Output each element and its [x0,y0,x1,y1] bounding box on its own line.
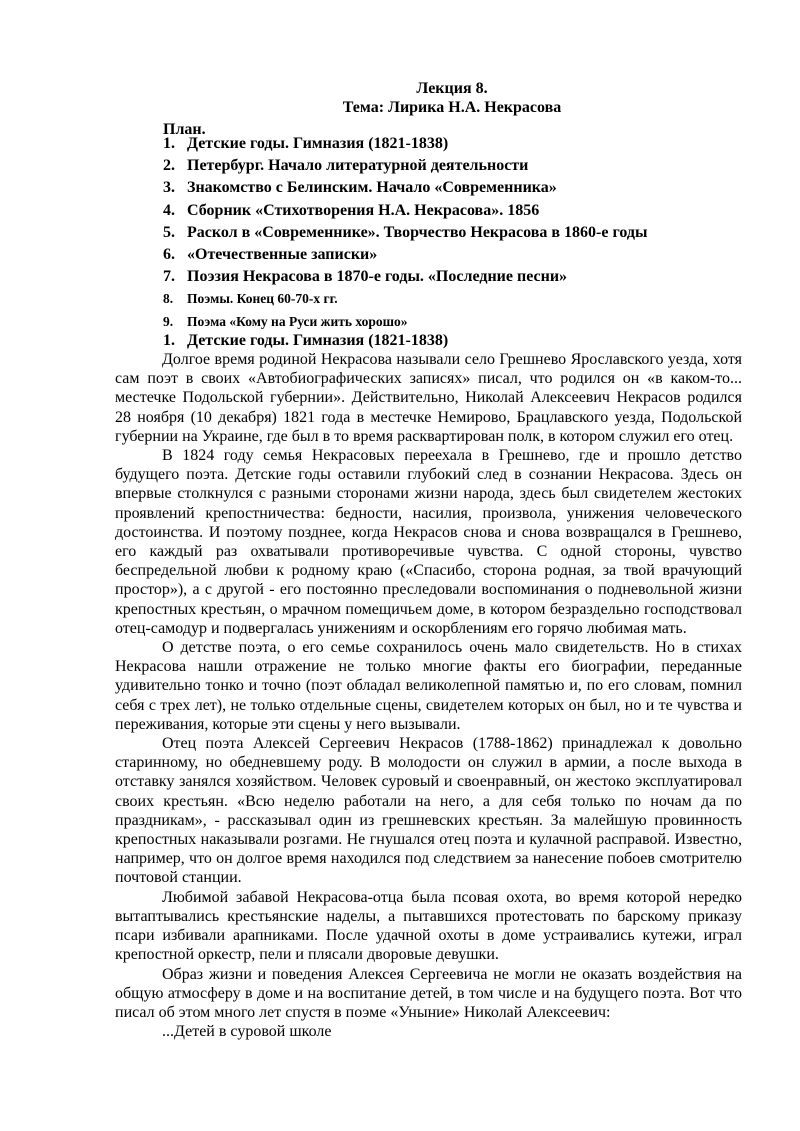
lecture-topic: Тема: Лирика Н.А. Некрасова [342,99,562,116]
paragraph: Образ жизни и поведения Алексея Сергеевича не могли не оказать воздействия на общую атмосферу в доме и на воспитание детей, в том числе и на будущего поэта. Вот что писал об этом много лет спустя в поэме «Уныние» Николай Алексеевич: [115,965,742,1021]
plan-item: 5. Раскол в «Современнике». Творчество Некрасова в 1860-е годы [163,223,648,241]
paragraph: Любимой забавой Некрасова-отца была псовая охота, во время которой нередко вытаптывались крестьянские наделы, а пытавшихся протестовать по барскому приказу псари избивали арапниками. После удачной охоты в доме устраивались кутежи, играл крепостной оркестр, пели и плясали дворовые девушки. [115,888,742,964]
plan-item: 7. Поэзия Некрасова в 1870-е годы. «Последние песни» [163,268,568,286]
plan-heading: План. [163,121,206,138]
plan-item: 1. Детские годы. Гимназия (1821-1838) [163,135,449,152]
paragraph: Долгое время родиной Некрасова называли село Грешнево Ярославского уезда, хотя сам поэт в своих «Автобиографических записях» писал, что родился он «в каком-то... местечке Подольской губернии». Действительно, Николай Алексеевич Некрасов родился 28 ноября (10 декабря) 1821 года в местечке Немирово, Брацлавского уезда, Подольской губернии на Украине, где был в то время расквартирован полк, в котором служил его отец. [115,351,742,445]
paragraph: Отец поэта Алексей Сергеевич Некрасов (1788-1862) принадлежал к довольно старинному, но обедневшему роду. В молодости он служил в армии, а после выхода в отставку занялся хозяйством. Человек суровый и своенравный, он жестоко эксплуатировал своих крестьян. «Всю неделю работали на него, а для себя только по ночам да по праздникам», - рассказывал один из грешневских крестьян. За малейшую провинность крепостных наказывали розгами. Не гнушался отец поэта и кулачной расправой. Известно, например, что он долгое время находился под следствием за нанесение побоев смотрителю почтовой станции. [115,735,742,887]
plan-item: 2. Петербург. Начало литературной деятельности [163,157,529,175]
verse-line: ...Детей в суровой школе [162,1023,332,1041]
plan-list [163,133,647,333]
plan-item: 8. Поэмы. Конец 60-70-х гг. [163,291,338,307]
plan-item: 6. «Отечественные записки» [163,245,378,263]
plan-item: 4. Сборник «Стихотворения Н.А. Некрасова». 1856 [163,201,540,219]
plan-item: 3. Знакомство с Белинским. Начало «Современника» [163,179,557,197]
section-heading: 1. Детские годы. Гимназия (1821-1838) [163,332,449,349]
lecture-number: Лекция 8. [416,80,488,97]
paragraph: В 1824 году семья Некрасовых переехала в Грешнево, где и прошло детство будущего поэта. Детские годы оставили глубокий след в сознании Некрасова. Здесь он впервые столкнулся с разными сторонами жизни народа, здесь был свидетелем жестоких проявлений крепостничества: бедности, насилия, произвола, унижения человеческого достоинства. И поэтому позднее, когда Некрасов снова и снова возвращался в Грешнево, его каждый раз охватывали противоречивые чувства. С одной стороны, чувство беспредельной любви к родному краю («Спасибо, сторона родная, за твой врачующий простор»), а с другой - его постоянно преследовали воспоминания о подневольной жизни крепостных крестьян, о мрачном помещичьем доме, в котором безраздельно господствовал отец-самодур и подвергалась унижениям и оскорблениям его горячо любимая мать. [115,447,742,637]
paragraph: О детстве поэта, о его семье сохранилось очень мало свидетельств. Но в стихах Некрасова нашли отражение не только многие факты его биографии, переданные удивительно тонко и точно (поэт обладал великолепной памятью и, по его словам, помнил себя с трех лет), не только отдельные сцены, свидетелем которых он был, но и те чувства и переживания, которые эти сцены у него вызывали. [115,639,742,733]
section-body [115,350,742,1041]
plan-item: 9. Поэма «Кому на Руси жить хорошо» [163,313,408,329]
